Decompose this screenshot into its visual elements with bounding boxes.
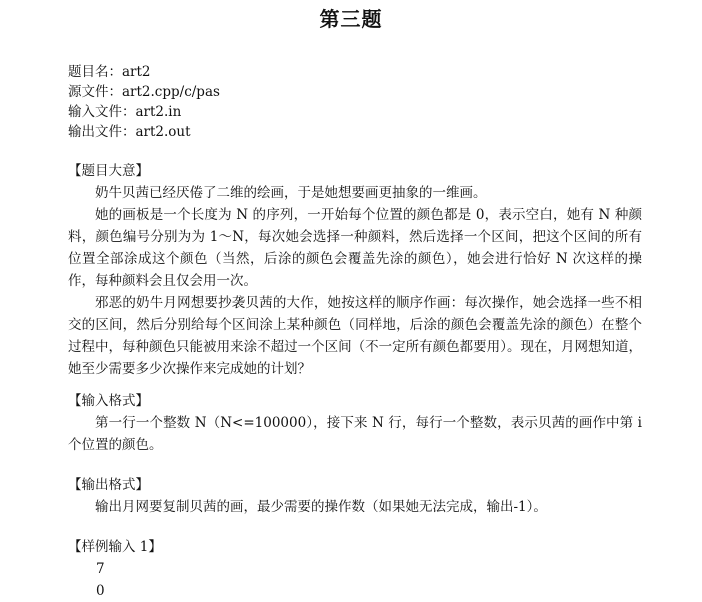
- file-info: [68, 62, 642, 142]
- input-format-heading: 【输入格式】: [68, 393, 149, 409]
- problem-title: 第三题: [319, 7, 383, 31]
- problem-name: 题目名：art2: [68, 64, 151, 80]
- summary-paragraph-3: 邪恶的奶牛月网想要抄袭贝茜的大作，她按这样的顺序作画：每次操作，她会选择一些不相交的区间，然后分别给每个区间涂上某种颜色（同样地，后涂的颜色会覆盖先涂的颜色）在整个过程中，每种颜色只能被用来涂不超过一个区间（不一定所有颜色都要用）。现在，月网想知道，她至少需要多少次操作来完成她的计划？: [68, 295, 642, 377]
- output-format-section: [68, 474, 642, 518]
- output-file: 输出文件：art2.out: [68, 124, 191, 140]
- input-format-paragraph: 第一行一个整数 N（N<=100000），接下来 N 行，每行一个整数，表示贝茜的画作中第 i 个位置的颜色。: [68, 415, 642, 453]
- sample-input-line: 0: [96, 583, 105, 599]
- input-file: 输入文件：art2.in: [68, 104, 182, 120]
- sample-input-heading: 【样例输入 1】: [68, 539, 162, 555]
- source-file: 源文件：art2.cpp/c/pas: [68, 84, 220, 100]
- output-format-paragraph: 输出月网要复制贝茜的画，最少需要的操作数（如果她无法完成，输出-1）。: [95, 499, 547, 515]
- sample-input-section: [68, 536, 642, 602]
- summary-paragraph-1: 奶牛贝茜已经厌倦了二维的绘画，于是她想要画更抽象的一维画。: [95, 185, 487, 201]
- output-format-heading: 【输出格式】: [68, 477, 149, 493]
- summary-paragraph-2: 她的画板是一个长度为 N 的序列，一开始每个位置的颜色都是 0，表示空白，她有 N 种颜料，颜色编号分别为为 1～N，每次她会选择一种颜料，然后选择一个区间，把这个区间的所有位置全部涂成这个颜色（当然，后涂的颜色会覆盖先涂的颜色），她会进行恰好 N 次这样的操作，每种颜料会且仅会用一次。: [68, 207, 642, 289]
- summary-section: [68, 160, 642, 380]
- summary-heading: 【题目大意】: [68, 163, 149, 179]
- sample-input-line: 7: [96, 561, 105, 577]
- input-format-section: [68, 390, 642, 456]
